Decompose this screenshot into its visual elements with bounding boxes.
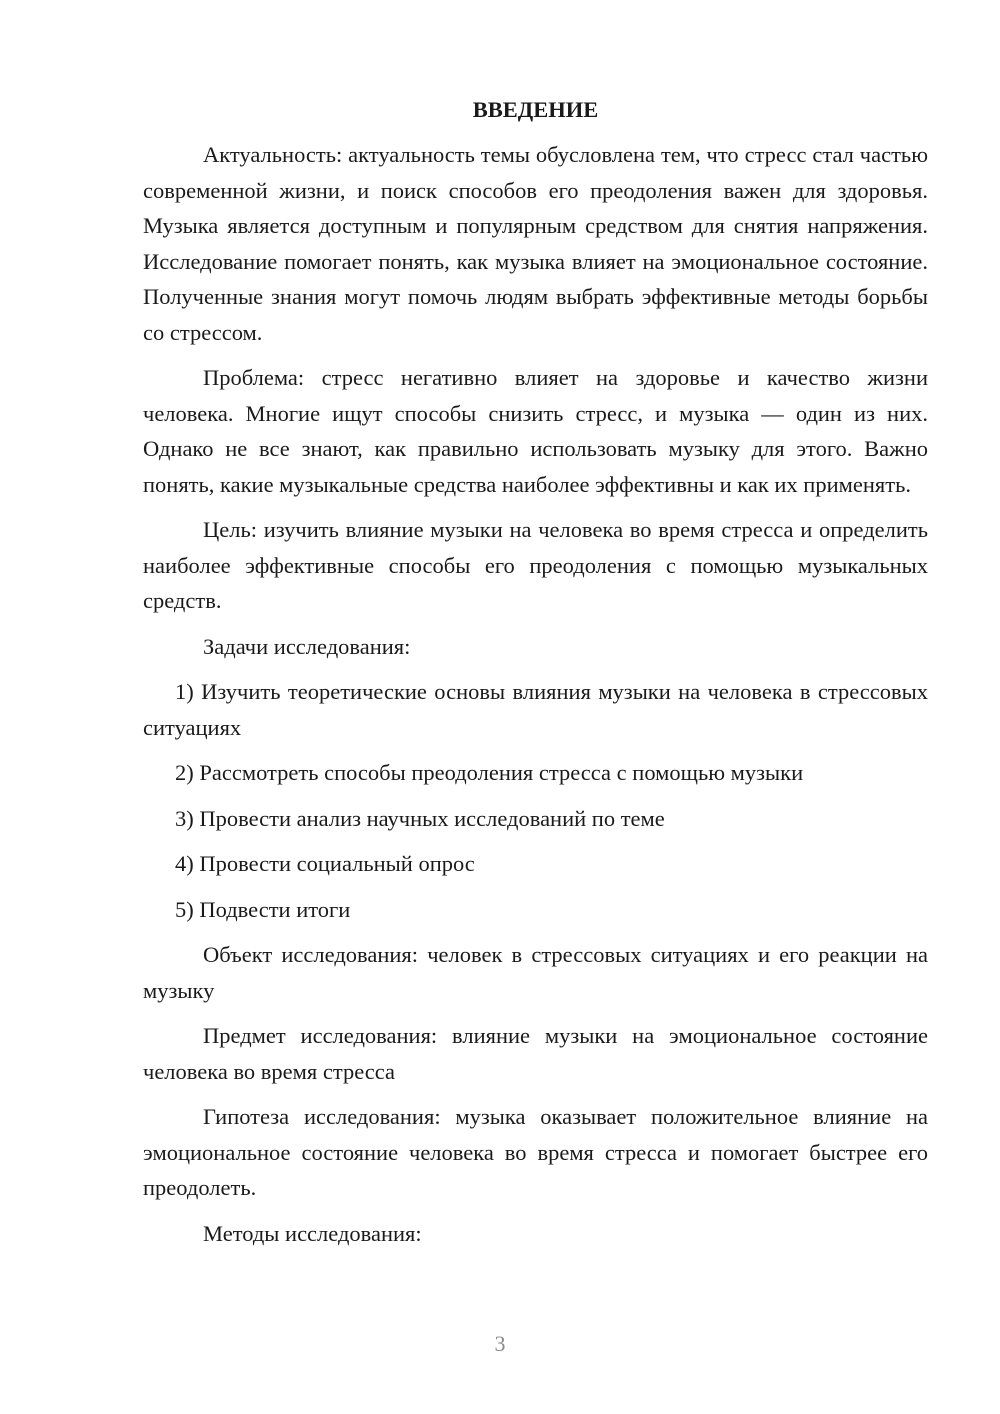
task-item: 1) Изучить теоретические основы влияния музыки на человека в стрессовых ситуациях	[143, 679, 928, 740]
task-item: 3) Провести анализ научных исследований по теме	[175, 805, 665, 831]
hypothesis-paragraph: Гипотеза исследования: музыка оказывает положительное влияние на эмоциональное состояние человека во время стресса и помогает быстрее его преодолеть.	[143, 1104, 928, 1200]
object-paragraph: Объект исследования: человек в стрессовых ситуациях и его реакции на музыку	[143, 942, 928, 1003]
problem-paragraph: Проблема: стресс негативно влияет на здоровье и качество жизни человека. Многие ищут способы снизить стресс, и музыка — один из них. Однако не все знают, как правильно использовать музыку для этого. Важно понять, какие музыкальные средства наиболее эффективны и как их применять.	[143, 365, 928, 497]
subject-paragraph: Предмет исследования: влияние музыки на эмоциональное состояние человека во время стресса	[143, 1023, 928, 1084]
page-number: 3	[494, 1331, 506, 1356]
task-item: 5) Подвести итоги	[175, 896, 351, 922]
page-content	[143, 92, 928, 1261]
tasks-list	[143, 674, 928, 927]
goal-paragraph: Цель: изучить влияние музыки на человека во время стресса и определить наиболее эффективные способы его преодоления с помощью музыкальных средств.	[143, 517, 928, 613]
methods-title: Методы исследования:	[203, 1220, 422, 1246]
task-item: 4) Провести социальный опрос	[175, 851, 475, 876]
task-item: 2) Рассмотреть способы преодоления стресса с помощью музыки	[175, 760, 804, 785]
tasks-title: Задачи исследования:	[203, 633, 411, 659]
relevance-paragraph: Актуальность: актуальность темы обусловлена тем, что стресс стал частью современной жизни, и поиск способов его преодоления важен для здоровья. Музыка является доступным и популярным средством для снятия напряжения. Исследование помогает понять, как музыка влияет на эмоциональное состояние. Полученные знания могут помочь людям выбрать эффективные методы борьбы со стрессом.	[143, 142, 928, 345]
section-heading: ВВЕДЕНИЕ	[472, 97, 599, 122]
